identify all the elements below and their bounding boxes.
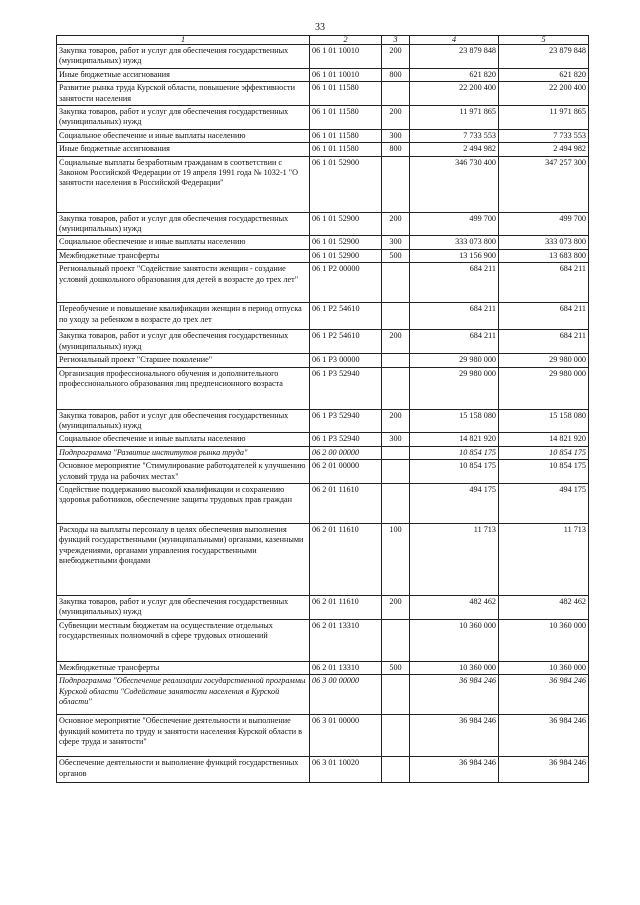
row-name-cell: Развитие рынка труда Курской области, повышение эффективности занятости населения [57,82,310,106]
row-name-cell: Закупка товаров, работ и услуг для обеспечения государственных (муниципальных) нужд [57,45,310,69]
row-amount-col5-cell: 11 971 865 [499,106,589,130]
row-name-cell: Подпрограмма "Развитие институтов рынка труда" [57,446,310,459]
row-amount-col5-cell: 482 462 [499,595,589,619]
row-amount-col4-cell: 494 175 [410,483,499,523]
row-name-cell: Субвенции местным бюджетам на осуществление отдельных государственных полномочий в сфере трудовых отношений [57,619,310,661]
row-code-cell: 06 1 P3 52940 [310,367,382,409]
row-type-cell: 200 [382,45,410,69]
row-type-cell [382,619,410,661]
header-row [57,36,589,45]
row-code-cell: 06 1 01 10010 [310,45,382,69]
row-type-cell: 200 [382,330,410,354]
row-code-cell: 06 1 P2 54610 [310,303,382,330]
row-type-cell: 800 [382,143,410,156]
row-name-cell: Иные бюджетные ассигнования [57,143,310,156]
row-amount-col4-cell: 22 200 400 [410,82,499,106]
row-code-cell: 06 3 00 00000 [310,675,382,715]
row-type-cell [382,446,410,459]
row-amount-col4-cell: 346 730 400 [410,156,499,212]
row-type-cell [382,82,410,106]
row-type-cell: 300 [382,433,410,446]
row-code-cell: 06 1 01 10010 [310,68,382,81]
row-amount-col4-cell: 10 360 000 [410,661,499,674]
row-name-cell: Межбюджетные трансферты [57,249,310,262]
row-amount-col5-cell: 684 211 [499,303,589,330]
row-amount-col5-cell: 10 360 000 [499,661,589,674]
column-header: 2 [310,36,382,45]
row-amount-col5-cell: 10 854 175 [499,460,589,484]
column-header: 5 [499,36,589,45]
row-name-cell: Основное мероприятие "Стимулирование работодателей к улучшению условий труда на рабочих местах" [57,460,310,484]
row-amount-col5-cell: 10 854 175 [499,446,589,459]
row-amount-col4-cell: 7 733 553 [410,129,499,142]
column-header: 1 [57,36,310,45]
row-type-cell [382,460,410,484]
row-code-cell: 06 2 01 11610 [310,483,382,523]
row-type-cell: 500 [382,249,410,262]
page-number: 33 [315,22,325,33]
row-code-cell: 06 1 01 52900 [310,249,382,262]
table-row [57,460,589,484]
row-amount-col5-cell: 621 820 [499,68,589,81]
row-amount-col4-cell: 23 879 848 [410,45,499,69]
row-amount-col5-cell: 684 211 [499,330,589,354]
row-code-cell: 06 2 01 11610 [310,595,382,619]
row-type-cell [382,757,410,783]
table-row [57,68,589,81]
table-row [57,212,589,236]
row-name-cell: Закупка товаров, работ и услуг для обеспечения государственных (муниципальных) нужд [57,212,310,236]
row-type-cell: 100 [382,523,410,595]
table-row [57,675,589,715]
table-row [57,330,589,354]
row-amount-col4-cell: 36 984 246 [410,675,499,715]
row-type-cell [382,156,410,212]
row-code-cell: 06 3 01 00000 [310,715,382,757]
row-code-cell: 06 1 01 11580 [310,106,382,130]
row-amount-col5-cell: 684 211 [499,263,589,303]
table-row [57,446,589,459]
row-amount-col5-cell: 10 360 000 [499,619,589,661]
row-amount-col4-cell: 14 821 920 [410,433,499,446]
row-code-cell: 06 2 00 00000 [310,446,382,459]
table-row [57,715,589,757]
table-row [57,82,589,106]
row-name-cell: Обеспечение деятельности и выполнение функций государственных органов [57,757,310,783]
row-name-cell: Содействие поддержанию высокой квалификации и сохранению здоровья работников, обеспечение защиты трудовых прав граждан [57,483,310,523]
row-name-cell: Закупка товаров, работ и услуг для обеспечения государственных (муниципальных) нужд [57,595,310,619]
row-code-cell: 06 1 01 11580 [310,129,382,142]
row-amount-col4-cell: 499 700 [410,212,499,236]
table-row [57,757,589,783]
row-code-cell: 06 1 P2 00000 [310,263,382,303]
row-type-cell [382,675,410,715]
row-name-cell: Социальные выплаты безработным гражданам в соответствии с Законом Российской Федерации от 19 апреля 1991 года № 1032-1 "О занятости населения в Российской Федерации" [57,156,310,212]
row-amount-col5-cell: 29 980 000 [499,367,589,409]
table-row [57,106,589,130]
row-name-cell: Закупка товаров, работ и услуг для обеспечения государственных (муниципальных) нужд [57,330,310,354]
row-code-cell: 06 1 01 52900 [310,236,382,249]
row-amount-col5-cell: 22 200 400 [499,82,589,106]
row-name-cell: Подпрограмма "Обеспечение реализации государственной программы Курской области "Содействие занятости населения в Курской области" [57,675,310,715]
table-body [57,45,589,783]
row-type-cell: 500 [382,661,410,674]
row-code-cell: 06 1 P3 52940 [310,409,382,433]
table-row [57,354,589,367]
table-row [57,661,589,674]
table-row [57,483,589,523]
row-amount-col4-cell: 684 211 [410,330,499,354]
table-row [57,129,589,142]
row-type-cell: 200 [382,106,410,130]
row-type-cell [382,263,410,303]
row-name-cell: Межбюджетные трансферты [57,661,310,674]
row-name-cell: Организация профессионального обучения и дополнительного профессионального образования лиц предпенсионного возраста [57,367,310,409]
row-type-cell [382,715,410,757]
table-row [57,45,589,69]
row-name-cell: Социальное обеспечение и иные выплаты населению [57,236,310,249]
row-name-cell: Иные бюджетные ассигнования [57,68,310,81]
row-code-cell: 06 1 01 11580 [310,143,382,156]
row-code-cell: 06 3 01 10020 [310,757,382,783]
row-name-cell: Основное мероприятие "Обеспечение деятельности и выполнение функций комитета по труду и занятости населения Курской области в сфере труда и занятости" [57,715,310,757]
column-header: 4 [410,36,499,45]
row-code-cell: 06 1 P3 00000 [310,354,382,367]
row-name-cell: Социальное обеспечение и иные выплаты населению [57,433,310,446]
row-amount-col4-cell: 10 854 175 [410,446,499,459]
row-amount-col4-cell: 36 984 246 [410,715,499,757]
row-type-cell: 200 [382,409,410,433]
table-row [57,303,589,330]
row-amount-col4-cell: 621 820 [410,68,499,81]
row-type-cell: 300 [382,129,410,142]
row-code-cell: 06 2 01 00000 [310,460,382,484]
row-amount-col5-cell: 36 984 246 [499,675,589,715]
row-amount-col5-cell: 14 821 920 [499,433,589,446]
row-amount-col4-cell: 29 980 000 [410,367,499,409]
row-amount-col4-cell: 333 073 800 [410,236,499,249]
budget-table [56,35,589,783]
row-name-cell: Расходы на выплаты персоналу в целях обеспечения выполнения функций государственными (муниципальными) органами, казенными учреждениями, органами управления государственными внебюджетными фондами [57,523,310,595]
row-amount-col4-cell: 11 971 865 [410,106,499,130]
table-row [57,249,589,262]
row-amount-col4-cell: 29 980 000 [410,354,499,367]
row-amount-col4-cell: 36 984 246 [410,757,499,783]
row-type-cell [382,354,410,367]
row-name-cell: Социальное обеспечение и иные выплаты населению [57,129,310,142]
row-type-cell: 800 [382,68,410,81]
row-name-cell: Переобучение и повышение квалификации женщин в период отпуска по уходу за ребенком в возрасте до трех лет [57,303,310,330]
row-code-cell: 06 1 01 52900 [310,156,382,212]
row-type-cell [382,367,410,409]
table-row [57,523,589,595]
row-code-cell: 06 1 P2 54610 [310,330,382,354]
row-amount-col5-cell: 13 683 800 [499,249,589,262]
table-row [57,156,589,212]
table-row [57,433,589,446]
row-amount-col5-cell: 333 073 800 [499,236,589,249]
row-type-cell [382,483,410,523]
table-row [57,619,589,661]
row-amount-col5-cell: 23 879 848 [499,45,589,69]
row-name-cell: Закупка товаров, работ и услуг для обеспечения государственных (муниципальных) нужд [57,409,310,433]
row-amount-col5-cell: 347 257 300 [499,156,589,212]
row-amount-col5-cell: 15 158 080 [499,409,589,433]
table-row [57,143,589,156]
row-code-cell: 06 2 01 13310 [310,661,382,674]
row-amount-col5-cell: 499 700 [499,212,589,236]
row-amount-col4-cell: 482 462 [410,595,499,619]
row-amount-col5-cell: 7 733 553 [499,129,589,142]
table-row [57,263,589,303]
row-name-cell: Региональный проект "Содействие занятости женщин - создание условий дошкольного образования для детей в возрасте до трех лет" [57,263,310,303]
row-type-cell: 200 [382,212,410,236]
row-amount-col4-cell: 10 360 000 [410,619,499,661]
row-amount-col4-cell: 11 713 [410,523,499,595]
row-amount-col5-cell: 29 980 000 [499,354,589,367]
row-amount-col5-cell: 2 494 982 [499,143,589,156]
row-amount-col5-cell: 36 984 246 [499,757,589,783]
table-row [57,595,589,619]
row-code-cell: 06 1 P3 52940 [310,433,382,446]
row-name-cell: Региональный проект "Старшее поколение" [57,354,310,367]
row-type-cell [382,303,410,330]
row-code-cell: 06 1 01 52900 [310,212,382,236]
row-type-cell: 300 [382,236,410,249]
row-code-cell: 06 1 01 11580 [310,82,382,106]
row-amount-col5-cell: 36 984 246 [499,715,589,757]
row-amount-col5-cell: 494 175 [499,483,589,523]
row-name-cell: Закупка товаров, работ и услуг для обеспечения государственных (муниципальных) нужд [57,106,310,130]
row-code-cell: 06 2 01 13310 [310,619,382,661]
row-amount-col4-cell: 2 494 982 [410,143,499,156]
table-row [57,409,589,433]
row-amount-col4-cell: 684 211 [410,263,499,303]
table-row [57,236,589,249]
row-amount-col5-cell: 11 713 [499,523,589,595]
row-amount-col4-cell: 10 854 175 [410,460,499,484]
table-row [57,367,589,409]
column-header: 3 [382,36,410,45]
row-amount-col4-cell: 684 211 [410,303,499,330]
row-amount-col4-cell: 13 156 900 [410,249,499,262]
row-code-cell: 06 2 01 11610 [310,523,382,595]
row-amount-col4-cell: 15 158 080 [410,409,499,433]
row-type-cell: 200 [382,595,410,619]
